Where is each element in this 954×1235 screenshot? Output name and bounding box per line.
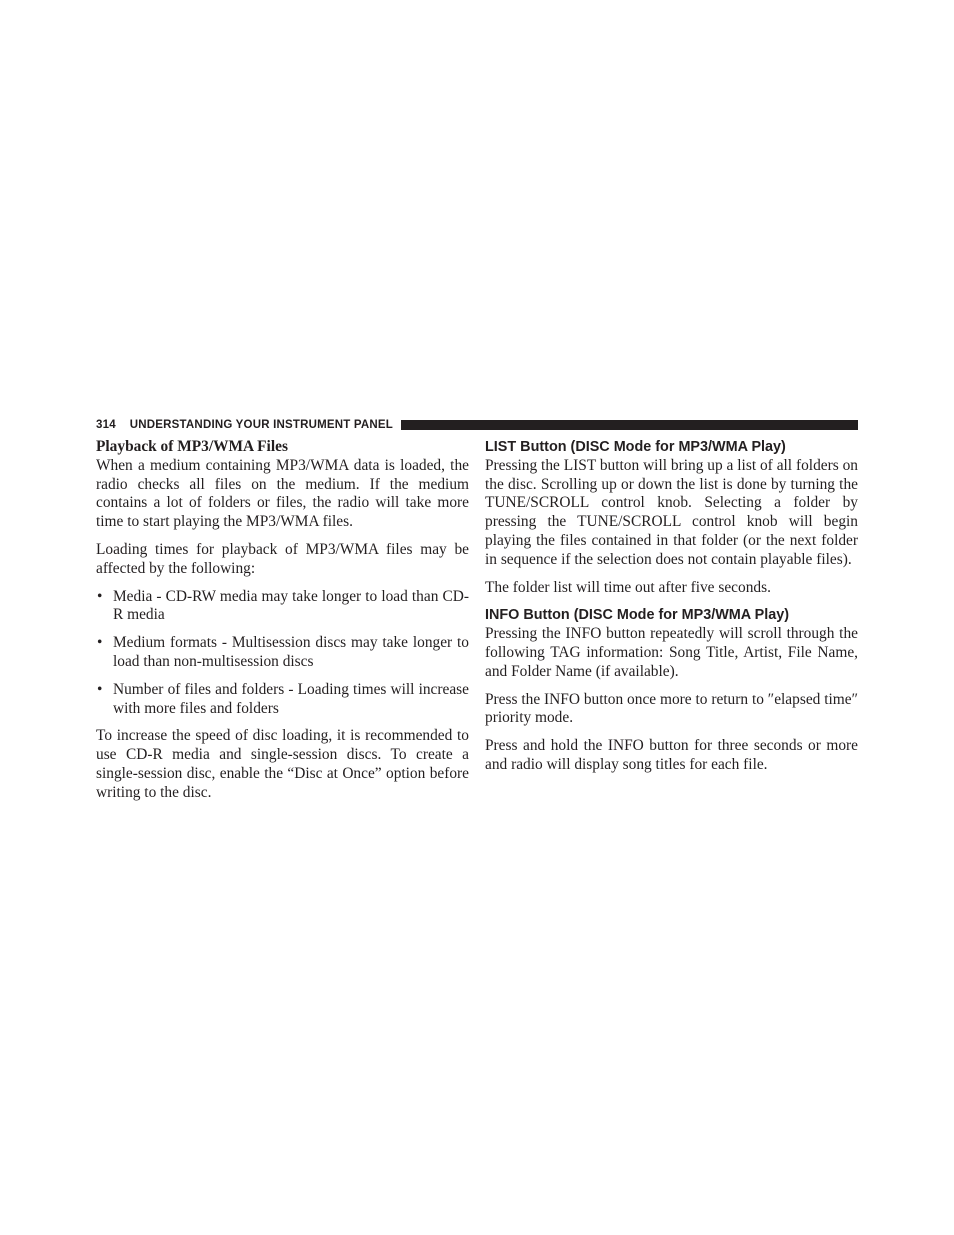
list-item	[96, 634, 469, 672]
list-button-heading: LIST Button (DISC Mode for MP3/WMA Play)	[485, 439, 786, 455]
playback-heading: Playback of MP3/WMA Files	[96, 438, 288, 455]
playback-paragraph-2: Loading times for playback of MP3/WMA files may be affected by the following:	[96, 540, 469, 577]
info-button-paragraph-2: Press the INFO button once more to return to ″elapsed time″ priority mode.	[485, 690, 858, 727]
list-button-paragraph-2: The folder list will time out after five seconds.	[485, 578, 771, 596]
page-header	[96, 418, 858, 431]
loading-factors-list	[96, 588, 469, 719]
section-title: UNDERSTANDING YOUR INSTRUMENT PANEL	[129, 418, 393, 431]
info-button-paragraph-1: Pressing the INFO button repeatedly will scroll through the following TAG information: Song Title, Artist, File Name, and Folder Name (if available).	[485, 625, 858, 680]
playback-paragraph-1: When a medium containing MP3/WMA data is loaded, the radio checks all files on the medium. If the medium contains a lot of folders or files, the radio will take more time to start playing the MP3/WMA files.	[96, 456, 469, 531]
playback-paragraph-3: To increase the speed of disc loading, it is recommended to use CD-R media and single-session discs. To create a single-session disc, enable the “Disc at Once” option before writing to the disc.	[96, 727, 469, 801]
info-button-heading: INFO Button (DISC Mode for MP3/WMA Play)	[485, 607, 790, 624]
list-button-paragraph-1: Pressing the LIST button will bring up a list of all folders on the disc. Scrolling up or down the list is done by turning the TUNE/SCROLL control knob. Selecting a folder by pressing the TUNE/SCROLL control knob will begin playing the files contained in that folder (or the next folder in sequence if the selection does not contain playable files).	[485, 456, 858, 568]
bullet-icon: •	[97, 634, 103, 652]
bullet-icon: •	[97, 680, 103, 698]
info-button-paragraph-3: Press and hold the INFO button for three seconds or more and radio will display song titles for each file.	[485, 737, 858, 773]
list-item-text: Media - CD-RW media may take longer to load than CD-R media	[113, 587, 469, 624]
list-item-text: Medium formats - Multisession discs may take longer to load than non-multisession discs	[113, 634, 469, 670]
list-item	[96, 588, 469, 626]
left-column	[96, 438, 469, 812]
page-number: 314	[96, 418, 116, 431]
list-item-text: Number of files and folders - Loading times will increase with more files and folders	[113, 680, 469, 717]
right-column	[485, 438, 858, 784]
bullet-icon: •	[97, 587, 103, 605]
list-item	[96, 681, 469, 719]
header-rule-bar	[401, 420, 858, 430]
